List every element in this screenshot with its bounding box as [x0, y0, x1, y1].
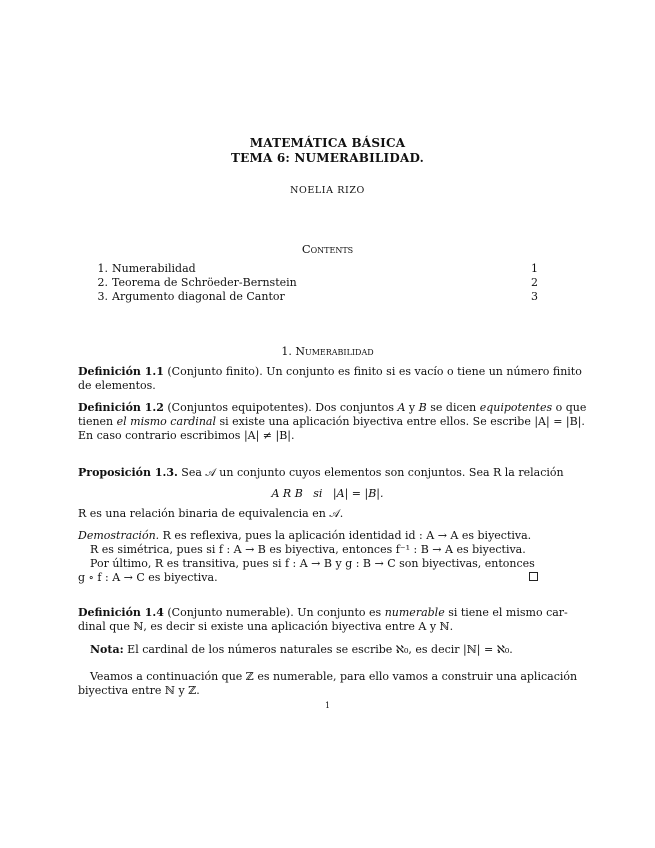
- proof-line-1: [78, 529, 538, 542]
- definition-label: Definición 1.4: [78, 606, 164, 619]
- toc-item[interactable]: [90, 290, 538, 304]
- math-var: B: [418, 401, 427, 414]
- definition-label: Definición 1.1: [78, 365, 164, 378]
- display-formula: A R B si |A| = |B|.: [271, 487, 384, 500]
- definition-1-4-line-2: dinal que ℕ, es decir si existe una aplicación biyectiva entre A y ℕ.: [78, 620, 454, 633]
- definition-1-2-line-3: En caso contrario escribimos |A| ≠ |B|.: [78, 429, 295, 442]
- toc-item-number: 1.: [97, 262, 108, 275]
- proof-label: Demostración.: [78, 529, 160, 542]
- text-run: o que: [552, 401, 587, 414]
- note-text: El cardinal de los números naturales se escribe ℵ₀, es decir |ℕ| = ℵ₀.: [123, 643, 513, 656]
- text-run: se dicen: [426, 401, 480, 414]
- definition-title: (Conjuntos equipotentes).: [163, 401, 316, 414]
- proposition-text: Sea 𝒜 un conjunto cuyos elementos son conjuntos. Sea R la relación: [177, 466, 564, 479]
- note: [90, 643, 550, 656]
- emphasis: el mismo cardinal: [116, 415, 216, 428]
- definition-1-4: [78, 606, 568, 619]
- text-run: y: [405, 401, 419, 414]
- toc-item-page: 2: [531, 276, 538, 289]
- text-run: R es reflexiva, pues la aplicación identidad id : A → A es biyectiva.: [159, 529, 532, 542]
- text-run: Un conjunto es: [297, 606, 385, 619]
- toc-item-number: 2.: [97, 276, 108, 289]
- toc-item-page: 1: [531, 262, 538, 275]
- proof-line-2: R es simétrica, pues si f : A → B es biyectiva, entonces f⁻¹ : B → A es biyectiva.: [90, 543, 526, 556]
- author: NOELIA RIZO: [290, 185, 365, 196]
- text-run: Dos conjuntos: [315, 401, 398, 414]
- toc-item-number: 3.: [97, 290, 108, 303]
- page-number: 1: [324, 701, 331, 710]
- toc-heading: Contents: [301, 242, 354, 256]
- toc-item-title: Argumento diagonal de Cantor: [112, 290, 285, 303]
- text-run: si tiene el mismo car-: [444, 606, 568, 619]
- emphasis: numerable: [384, 606, 445, 619]
- toc-item[interactable]: [90, 262, 538, 276]
- definition-text: Un conjunto es finito si es vacío o tiene un número finito: [266, 365, 582, 378]
- definition-1-1: [78, 365, 582, 378]
- title-line-2: TEMA 6: NUMERABILIDAD.: [230, 151, 425, 165]
- toc-item-page: 3: [531, 290, 538, 303]
- definition-title: (Conjunto numerable).: [163, 606, 298, 619]
- proposition-1-3: [78, 466, 564, 480]
- math-var: A: [397, 401, 406, 414]
- text-run: si existe una aplicación biyectiva entre ellos. Se escribe |A| = |B|.: [216, 415, 585, 428]
- emphasis: equipotentes: [479, 401, 553, 414]
- definition-1-1-cont: de elementos.: [78, 379, 156, 392]
- section-heading: 1. Numerabilidad: [281, 345, 374, 358]
- toc-item-title: Numerabilidad: [112, 262, 196, 275]
- qed-icon: [529, 572, 538, 581]
- note-label: Nota:: [90, 643, 124, 656]
- proposition-label: Proposición 1.3.: [78, 466, 178, 479]
- title-line-1: MATEMÁTICA BÁSICA: [249, 136, 406, 150]
- proof-line-4: g ∘ f : A → C es biyectiva.: [78, 571, 218, 584]
- closing-line-2: biyectiva entre ℕ y ℤ.: [78, 684, 200, 697]
- definition-title: (Conjunto finito).: [163, 365, 267, 378]
- toc-item-title: Teorema de Schröeder-Bernstein: [112, 276, 297, 289]
- closing-line-1: Veamos a continuación que ℤ es numerable, para ello vamos a construir una aplicación: [90, 670, 578, 683]
- definition-1-2-line-2: [78, 415, 585, 428]
- definition-1-2: [78, 401, 587, 414]
- proposition-conclusion: R es una relación binaria de equivalencia en 𝒜.: [78, 507, 344, 520]
- text-run: tienen: [78, 415, 117, 428]
- proof-line-3: Por último, R es transitiva, pues si f : A → B y g : B → C son biyectivas, entonces: [90, 557, 535, 570]
- definition-label: Definición 1.2: [78, 401, 164, 414]
- toc-item[interactable]: [90, 276, 538, 290]
